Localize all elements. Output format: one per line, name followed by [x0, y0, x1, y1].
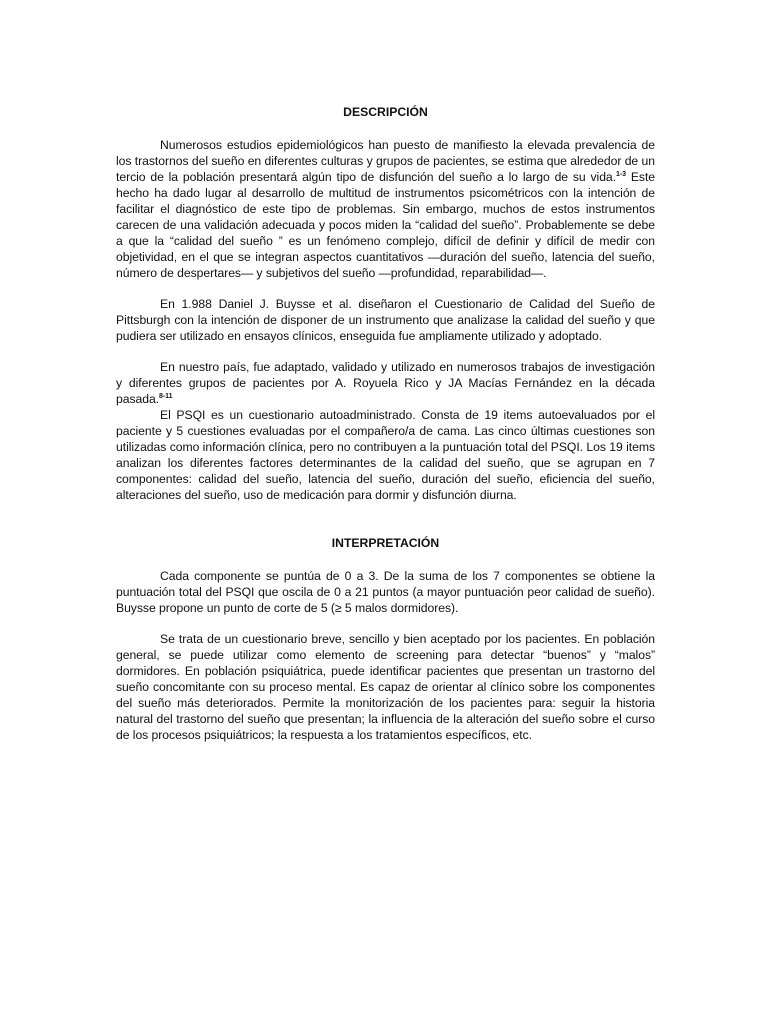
paragraph-descripcion-2 — [116, 296, 655, 344]
paragraph-descripcion-4 — [116, 407, 655, 503]
paragraph-descripcion-3 — [116, 359, 655, 407]
paragraph-interpretacion-1 — [116, 568, 655, 616]
paragraph-descripcion-1 — [116, 137, 655, 281]
paragraph-text: Se trata de un cuestionario breve, sencillo y bien aceptado por los pacientes. En población general, se puede utilizar como elemento de screening para detectar “buenos” y “malos” dormidores. En población psiquiátrica, puede identificar pacientes que presentan un trastorno del sueño concomitante con su proceso mental. Es capaz de orientar al clínico sobre los componentes del sueño más deteriorados. Permite la monitorización de los pacientes para: seguir la historia natural del trastorno del sueño que presentan; la influencia de la alteración del sueño sobre el curso de los procesos psiquiátricos; la respuesta a los tratamientos específicos, etc. — [116, 632, 655, 742]
paragraph-text: Numerosos estudios epidemiológicos han puesto de manifiesto la elevada prevalencia de los trastornos del sueño en diferentes culturas y grupos de pacientes, se estima que alrededor de un tercio de la población presentará algún tipo de disfunción del sueño a lo largo de su vida. — [116, 138, 655, 184]
paragraph-text: El PSQI es un cuestionario autoadministrado. Consta de 19 items autoevaluados por el paciente y 5 cuestiones evaluadas por el compañero/a de cama. Las cinco últimas cuestiones son utilizadas como información clínica, pero no contribuyen a la puntuación total del PSQI. Los 19 items analizan los diferentes factores determinantes de la calidad del sueño, que se agrupan en 7 componentes: calidad del sueño, latencia del sueño, duración del sueño, eficiencia del sueño, alteraciones del sueño, uso de medicación para dormir y disfunción diurna. — [116, 408, 655, 502]
paragraph-text: Este hecho ha dado lugar al desarrollo de multitud de instrumentos psicométricos con la intención de facilitar el diagnóstico de este tipo de problemas. Sin embargo, muchos de estos instrumentos carecen de una validación adecuada y pocos miden la “calidad del sueño”. Probablemente se debe a que la “calidad del sueño ” es un fenómeno complejo, difícil de definir y difícil de medir con objetividad, en el que se integran aspectos cuantitativos —duración del sueño, latencia del sueño, número de despertares— y subjetivos del sueño —profundidad, reparabilidad—. — [116, 170, 656, 280]
section-heading-interpretacion: INTERPRETACIÓN — [331, 536, 440, 550]
paragraph-text: En nuestro país, fue adaptado, validado y utilizado en numerosos trabajos de investigación y diferentes grupos de pacientes por A. Royuela Rico y JA Macías Fernández en la década pasada. — [116, 360, 655, 406]
paragraph-interpretacion-2 — [116, 631, 655, 743]
document-body — [116, 104, 655, 743]
paragraph-text: Cada componente se puntúa de 0 a 3. De la suma de los 7 componentes se obtiene la puntuación total del PSQI que oscila de 0 a 21 puntos (a mayor puntuación peor calidad de sueño). Buysse propone un punto de corte de 5 (≥ 5 malos dormidores). — [116, 569, 655, 615]
section-heading-descripcion: DESCRIPCIÓN — [343, 105, 428, 119]
citation-superscript: 1-3 — [616, 171, 626, 178]
citation-superscript: 8-11 — [159, 393, 173, 400]
paragraph-text: En 1.988 Daniel J. Buysse et al. diseñaron el Cuestionario de Calidad del Sueño de Pittsburgh con la intención de disponer de un instrumento que analizase la calidad del sueño y que pudiera ser utilizado en ensayos clínicos, enseguida fue ampliamente utilizado y adoptado. — [116, 297, 655, 343]
